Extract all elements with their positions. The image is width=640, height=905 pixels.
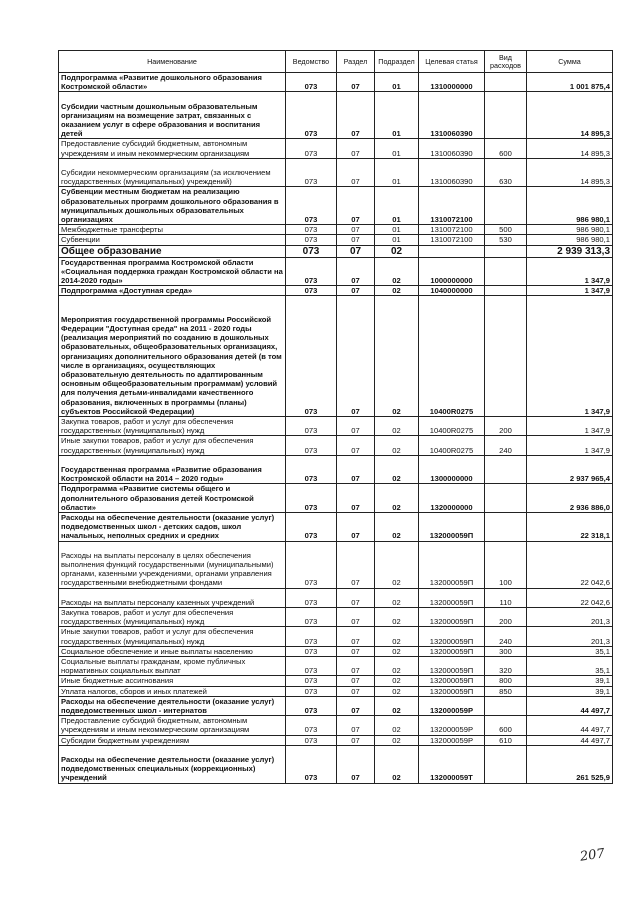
- row-dept-cell: 073: [286, 187, 337, 225]
- row-name-cell: Подпрограмма «Доступная среда»: [59, 286, 286, 296]
- row-section-cell: 07: [337, 225, 375, 235]
- row-section-cell: 07: [337, 92, 375, 139]
- row-exptype-cell: 240: [485, 436, 527, 455]
- table-row: [59, 513, 613, 542]
- row-section-cell: 07: [337, 235, 375, 245]
- row-section-cell: 07: [337, 73, 375, 92]
- row-subsection-cell: 02: [375, 627, 419, 646]
- row-exptype-cell: 630: [485, 158, 527, 187]
- row-target-cell: 132000059П: [419, 588, 485, 607]
- table-row: [59, 92, 613, 139]
- row-dept-cell: 073: [286, 513, 337, 542]
- row-dept-cell: 073: [286, 676, 337, 686]
- row-exptype-cell: [485, 513, 527, 542]
- row-name-cell: Закупка товаров, работ и услуг для обеспечения государственных (муниципальных) нужд: [59, 608, 286, 627]
- row-dept-cell: 073: [286, 657, 337, 676]
- row-sum-cell: 44 497,7: [527, 735, 613, 745]
- row-target-cell: 1310072100: [419, 187, 485, 225]
- row-section-cell: 07: [337, 588, 375, 607]
- row-name-cell: Иные закупки товаров, работ и услуг для обеспечения государственных (муниципальных) нужд: [59, 627, 286, 646]
- table-row: [59, 417, 613, 436]
- row-subsection-cell: 01: [375, 158, 419, 187]
- table-row: [59, 436, 613, 455]
- row-name-cell: Иные закупки товаров, работ и услуг для обеспечения государственных (муниципальных) нужд: [59, 436, 286, 455]
- row-target-cell: 1310060390: [419, 92, 485, 139]
- row-sum-cell: 22 318,1: [527, 513, 613, 542]
- row-sum-cell: 35,1: [527, 657, 613, 676]
- table-row: [59, 245, 613, 257]
- row-section-cell: 07: [337, 608, 375, 627]
- row-subsection-cell: 02: [375, 588, 419, 607]
- row-dept-cell: 073: [286, 245, 337, 257]
- row-subsection-cell: 02: [375, 286, 419, 296]
- row-section-cell: 07: [337, 696, 375, 715]
- row-sum-cell: 22 042,6: [527, 541, 613, 588]
- row-name-cell: Подпрограмма «Развитие системы общего и дополнительного образования детей Костромской области»: [59, 484, 286, 513]
- table-row: [59, 745, 613, 783]
- row-exptype-cell: [485, 484, 527, 513]
- row-name-cell: Расходы на обеспечение деятельности (оказание услуг) подведомственных школ - интернатов: [59, 696, 286, 715]
- row-exptype-cell: 240: [485, 627, 527, 646]
- row-exptype-cell: [485, 73, 527, 92]
- row-name-cell: Субсидии частным дошкольным образовательным организациям на возмещение затрат, связанных с оказанием услуг в сфере образования и воспитания детей: [59, 92, 286, 139]
- row-sum-cell: 201,3: [527, 627, 613, 646]
- row-dept-cell: 073: [286, 646, 337, 656]
- row-section-cell: 07: [337, 657, 375, 676]
- table-header-row: [59, 51, 613, 73]
- table-row: [59, 286, 613, 296]
- col-header-dept: Ведомство: [286, 51, 337, 73]
- row-sum-cell: 22 042,6: [527, 588, 613, 607]
- row-section-cell: 07: [337, 745, 375, 783]
- row-dept-cell: 073: [286, 627, 337, 646]
- row-target-cell: 1310000000: [419, 73, 485, 92]
- table-row: [59, 676, 613, 686]
- table-row: [59, 588, 613, 607]
- row-exptype-cell: [485, 245, 527, 257]
- row-dept-cell: 073: [286, 158, 337, 187]
- row-sum-cell: 39,1: [527, 686, 613, 696]
- table-row: [59, 716, 613, 735]
- row-sum-cell: 2 939 313,3: [527, 245, 613, 257]
- row-dept-cell: 073: [286, 735, 337, 745]
- row-dept-cell: 073: [286, 139, 337, 158]
- table-row: [59, 73, 613, 92]
- row-name-cell: Субсидии бюджетным учреждениям: [59, 735, 286, 745]
- row-exptype-cell: 500: [485, 225, 527, 235]
- row-dept-cell: 073: [286, 436, 337, 455]
- row-target-cell: 132000059Р: [419, 716, 485, 735]
- row-exptype-cell: 850: [485, 686, 527, 696]
- table-row: [59, 627, 613, 646]
- row-section-cell: 07: [337, 187, 375, 225]
- row-section-cell: 07: [337, 245, 375, 257]
- row-exptype-cell: [485, 92, 527, 139]
- row-target-cell: 1310060390: [419, 139, 485, 158]
- row-dept-cell: 073: [286, 484, 337, 513]
- row-subsection-cell: 01: [375, 92, 419, 139]
- row-subsection-cell: 02: [375, 245, 419, 257]
- row-name-cell: Социальное обеспечение и иные выплаты населению: [59, 646, 286, 656]
- row-name-cell: Мероприятия государственной программы Российской Федерации "Доступная среда" на 2011 - 2020 годы (реализация мероприятий по созданию в дошкольных образовательных, общеобразовательных организациях, организациях дополнительного образования детей (в том числе в организациях, осуществляющих образовательную деятельность по адаптированным основным общеобразовательным программам) условий для получения детьми-инвалидами качественного образования, включенных в программы (планы) субъектов Российской Федерации): [59, 296, 286, 417]
- row-dept-cell: 073: [286, 716, 337, 735]
- row-subsection-cell: 02: [375, 296, 419, 417]
- row-exptype-cell: 100: [485, 541, 527, 588]
- row-dept-cell: 073: [286, 296, 337, 417]
- row-sum-cell: 261 525,9: [527, 745, 613, 783]
- row-section-cell: 07: [337, 455, 375, 484]
- row-name-cell: Социальные выплаты гражданам, кроме публичных нормативных социальных выплат: [59, 657, 286, 676]
- row-name-cell: Закупка товаров, работ и услуг для обеспечения государственных (муниципальных) нужд: [59, 417, 286, 436]
- row-section-cell: 07: [337, 417, 375, 436]
- row-section-cell: 07: [337, 139, 375, 158]
- row-name-cell: Государственная программа Костромской области «Социальная поддержка граждан Костромской области на 2014-2020 годы»: [59, 257, 286, 286]
- row-name-cell: Субсидии некоммерческим организациям (за исключением государственных (муниципальных) учреждений): [59, 158, 286, 187]
- table-row: [59, 158, 613, 187]
- row-subsection-cell: 02: [375, 455, 419, 484]
- row-subsection-cell: 02: [375, 716, 419, 735]
- row-section-cell: 07: [337, 158, 375, 187]
- row-exptype-cell: 600: [485, 139, 527, 158]
- row-subsection-cell: 02: [375, 735, 419, 745]
- row-exptype-cell: 200: [485, 417, 527, 436]
- row-name-cell: Предоставление субсидий бюджетным, автономным учреждениям и иным некоммерческим организациям: [59, 716, 286, 735]
- row-name-cell: Расходы на выплаты персоналу казенных учреждений: [59, 588, 286, 607]
- row-subsection-cell: 02: [375, 686, 419, 696]
- col-header-sum: Сумма: [527, 51, 613, 73]
- row-target-cell: 1320000000: [419, 484, 485, 513]
- table-row: [59, 541, 613, 588]
- row-dept-cell: 073: [286, 225, 337, 235]
- row-exptype-cell: 200: [485, 608, 527, 627]
- table-row: [59, 696, 613, 715]
- row-sum-cell: 14 895,3: [527, 158, 613, 187]
- table-row: [59, 235, 613, 245]
- budget-table: [58, 50, 613, 784]
- table-row: [59, 225, 613, 235]
- row-sum-cell: 44 497,7: [527, 716, 613, 735]
- row-subsection-cell: 02: [375, 513, 419, 542]
- row-sum-cell: 2 937 965,4: [527, 455, 613, 484]
- row-name-cell: Предоставление субсидий бюджетным, автономным учреждениям и иным некоммерческим организациям: [59, 139, 286, 158]
- row-dept-cell: 073: [286, 235, 337, 245]
- row-section-cell: 07: [337, 676, 375, 686]
- row-sum-cell: 1 347,9: [527, 296, 613, 417]
- row-target-cell: 132000059П: [419, 627, 485, 646]
- row-sum-cell: 1 347,9: [527, 286, 613, 296]
- row-subsection-cell: 02: [375, 436, 419, 455]
- row-subsection-cell: 01: [375, 73, 419, 92]
- table-row: [59, 296, 613, 417]
- row-name-cell: Расходы на обеспечение деятельности (оказание услуг) подведомственных специальных (коррекционных) учреждений: [59, 745, 286, 783]
- row-target-cell: 10400R0275: [419, 436, 485, 455]
- row-target-cell: 132000059П: [419, 646, 485, 656]
- row-name-cell: Расходы на обеспечение деятельности (оказание услуг) подведомственных школ - детских садов, школ начальных, неполных средних и средних: [59, 513, 286, 542]
- table-row: [59, 484, 613, 513]
- row-sum-cell: 1 001 875,4: [527, 73, 613, 92]
- page-number: 207: [579, 846, 606, 865]
- row-target-cell: 1310072100: [419, 225, 485, 235]
- row-sum-cell: 44 497,7: [527, 696, 613, 715]
- row-target-cell: 132000059Т: [419, 745, 485, 783]
- row-subsection-cell: 02: [375, 484, 419, 513]
- row-section-cell: 07: [337, 646, 375, 656]
- row-section-cell: 07: [337, 513, 375, 542]
- table-row: [59, 455, 613, 484]
- row-section-cell: 07: [337, 484, 375, 513]
- row-dept-cell: 073: [286, 696, 337, 715]
- row-dept-cell: 073: [286, 608, 337, 627]
- row-exptype-cell: 610: [485, 735, 527, 745]
- row-dept-cell: 073: [286, 455, 337, 484]
- table-row: [59, 139, 613, 158]
- row-exptype-cell: 110: [485, 588, 527, 607]
- row-section-cell: 07: [337, 296, 375, 417]
- row-section-cell: 07: [337, 716, 375, 735]
- row-subsection-cell: 01: [375, 187, 419, 225]
- row-name-cell: Межбюджетные трансферты: [59, 225, 286, 235]
- row-subsection-cell: 02: [375, 696, 419, 715]
- row-exptype-cell: 300: [485, 646, 527, 656]
- row-target-cell: 132000059П: [419, 657, 485, 676]
- row-target-cell: 10400R0275: [419, 296, 485, 417]
- row-name-cell: Субвенции: [59, 235, 286, 245]
- row-dept-cell: 073: [286, 417, 337, 436]
- row-target-cell: 132000059П: [419, 686, 485, 696]
- table-row: [59, 608, 613, 627]
- row-target-cell: 132000059П: [419, 541, 485, 588]
- row-target-cell: 132000059Р: [419, 735, 485, 745]
- row-name-cell: Иные бюджетные ассигнования: [59, 676, 286, 686]
- row-name-cell: Общее образование: [59, 245, 286, 257]
- row-exptype-cell: 800: [485, 676, 527, 686]
- table-row: [59, 657, 613, 676]
- row-exptype-cell: 600: [485, 716, 527, 735]
- row-name-cell: Уплата налогов, сборов и иных платежей: [59, 686, 286, 696]
- row-section-cell: 07: [337, 686, 375, 696]
- row-subsection-cell: 02: [375, 657, 419, 676]
- col-header-exptype: Вид расходов: [485, 51, 527, 73]
- row-dept-cell: 073: [286, 286, 337, 296]
- row-exptype-cell: [485, 455, 527, 484]
- row-target-cell: 1300000000: [419, 455, 485, 484]
- budget-table-container: [58, 50, 612, 784]
- table-row: [59, 187, 613, 225]
- table-row: [59, 257, 613, 286]
- row-sum-cell: 1 347,9: [527, 257, 613, 286]
- row-sum-cell: 201,3: [527, 608, 613, 627]
- row-target-cell: 1310072100: [419, 235, 485, 245]
- table-row: [59, 735, 613, 745]
- col-header-section: Раздел: [337, 51, 375, 73]
- table-body: [59, 73, 613, 784]
- table-row: [59, 686, 613, 696]
- row-target-cell: 1000000000: [419, 257, 485, 286]
- row-sum-cell: 986 980,1: [527, 225, 613, 235]
- row-section-cell: 07: [337, 257, 375, 286]
- row-subsection-cell: 02: [375, 676, 419, 686]
- col-header-target: Целевая статья: [419, 51, 485, 73]
- row-dept-cell: 073: [286, 588, 337, 607]
- row-dept-cell: 073: [286, 92, 337, 139]
- row-sum-cell: 2 936 886,0: [527, 484, 613, 513]
- row-target-cell: 10400R0275: [419, 417, 485, 436]
- row-name-cell: Государственная программа «Развитие образования Костромской области на 2014 – 2020 годы»: [59, 455, 286, 484]
- row-dept-cell: 073: [286, 686, 337, 696]
- row-dept-cell: 073: [286, 541, 337, 588]
- row-name-cell: Расходы на выплаты персоналу в целях обеспечения выполнения функций государственными (муниципальными) органами, казенными учреждениями, органами управления государственными внебюджетными фондами: [59, 541, 286, 588]
- row-target-cell: 132000059Р: [419, 696, 485, 715]
- row-subsection-cell: 01: [375, 235, 419, 245]
- row-subsection-cell: 02: [375, 646, 419, 656]
- row-section-cell: 07: [337, 541, 375, 588]
- row-dept-cell: 073: [286, 257, 337, 286]
- row-section-cell: 07: [337, 436, 375, 455]
- row-sum-cell: 35,1: [527, 646, 613, 656]
- row-exptype-cell: [485, 296, 527, 417]
- row-name-cell: Подпрограмма «Развитие дошкольного образования Костромской области»: [59, 73, 286, 92]
- row-sum-cell: 14 895,3: [527, 92, 613, 139]
- row-dept-cell: 073: [286, 73, 337, 92]
- row-dept-cell: 073: [286, 745, 337, 783]
- col-header-subsection: Подраздел: [375, 51, 419, 73]
- row-sum-cell: 1 347,9: [527, 417, 613, 436]
- row-section-cell: 07: [337, 627, 375, 646]
- row-target-cell: 132000059П: [419, 608, 485, 627]
- row-exptype-cell: [485, 696, 527, 715]
- row-subsection-cell: 01: [375, 225, 419, 235]
- row-exptype-cell: [485, 257, 527, 286]
- row-sum-cell: 14 895,3: [527, 139, 613, 158]
- row-target-cell: 1310060390: [419, 158, 485, 187]
- row-subsection-cell: 02: [375, 608, 419, 627]
- row-target-cell: 132000059П: [419, 513, 485, 542]
- row-section-cell: 07: [337, 286, 375, 296]
- row-exptype-cell: 530: [485, 235, 527, 245]
- row-sum-cell: 39,1: [527, 676, 613, 686]
- row-subsection-cell: 02: [375, 745, 419, 783]
- row-subsection-cell: 01: [375, 139, 419, 158]
- row-sum-cell: 986 980,1: [527, 235, 613, 245]
- row-section-cell: 07: [337, 735, 375, 745]
- row-sum-cell: 1 347,9: [527, 436, 613, 455]
- row-exptype-cell: [485, 286, 527, 296]
- row-exptype-cell: [485, 187, 527, 225]
- row-subsection-cell: 02: [375, 417, 419, 436]
- col-header-name: Наименование: [59, 51, 286, 73]
- row-name-cell: Субвенции местным бюджетам на реализацию образовательных программ дошкольного образования в муниципальных дошкольных образовательных организациях: [59, 187, 286, 225]
- row-exptype-cell: 320: [485, 657, 527, 676]
- table-row: [59, 646, 613, 656]
- row-subsection-cell: 02: [375, 257, 419, 286]
- row-target-cell: 132000059П: [419, 676, 485, 686]
- row-sum-cell: 986 980,1: [527, 187, 613, 225]
- row-target-cell: 1040000000: [419, 286, 485, 296]
- row-subsection-cell: 02: [375, 541, 419, 588]
- row-exptype-cell: [485, 745, 527, 783]
- row-target-cell: [419, 245, 485, 257]
